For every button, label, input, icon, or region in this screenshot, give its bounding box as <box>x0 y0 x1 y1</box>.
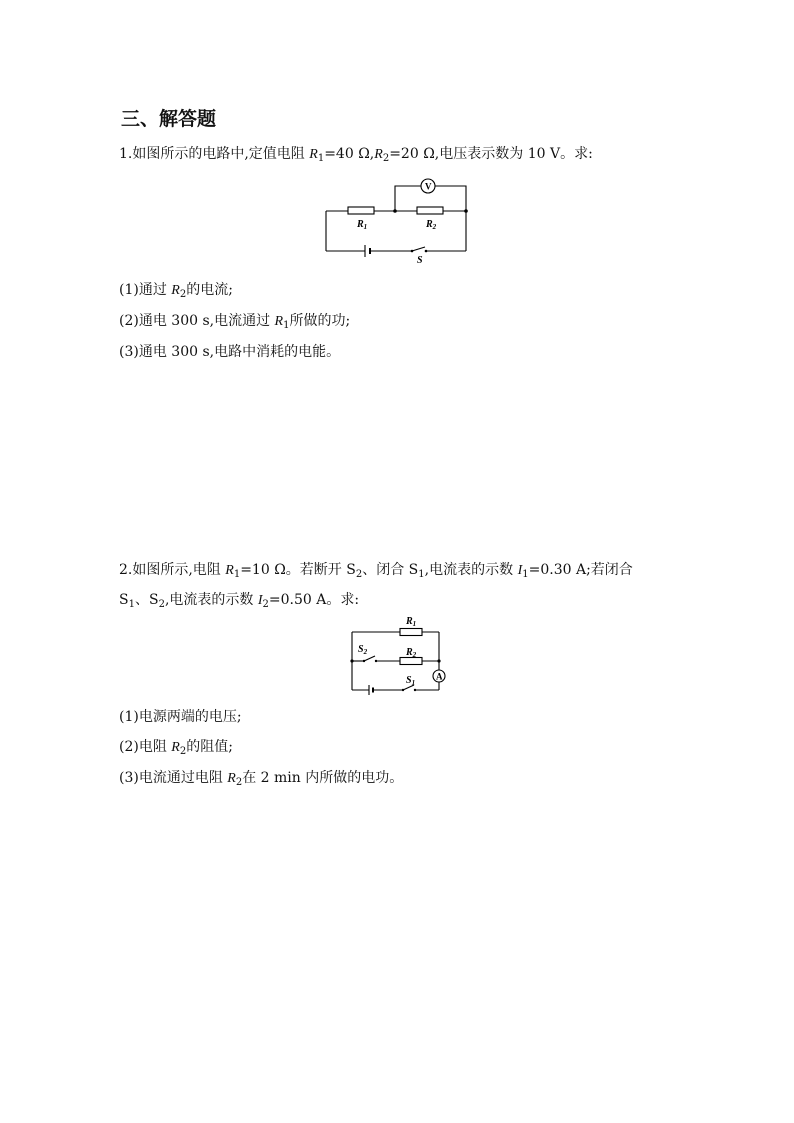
label-r1: $R_1$ <box>406 616 417 628</box>
section-title: 三、解答题 <box>121 108 217 130</box>
q2-part1: (1)电源两端的电压; <box>119 709 242 725</box>
label-switch: S <box>417 255 423 266</box>
label-r1: $R_1$ <box>357 219 368 231</box>
voltmeter-symbol: V <box>425 181 432 192</box>
label-s2: $S_2$ <box>358 644 368 656</box>
q1-stem: 1.如图所示的电路中,定值电阻 $R_1=40$ $\Omega,R_2=20$ Ω,电压表示数为 10 V。求: <box>119 146 593 164</box>
q1-part2: (2)通电 300 s,电流通过 $R_1$所做的功; <box>119 313 351 331</box>
ammeter-symbol: A <box>436 671 443 682</box>
label-r2: $R_2$ <box>426 219 437 231</box>
q2-part3: (3)电流通过电阻 $R_2$在 2 min 内所做的电功。 <box>119 770 404 788</box>
q2-stem-line1: 2.如图所示,电阻 $R_1=10$ Ω。若断开 $S_2$、闭合 $S_1$,电流表的示数 $I_1=0.30$ A;若闭合 <box>119 562 633 580</box>
q2-circuit-diagram <box>346 612 446 696</box>
label-s1: $S_1$ <box>406 675 416 687</box>
q2-part2: (2)电阻 $R_2$的阻值; <box>119 739 233 757</box>
q1-circuit-diagram <box>320 176 480 266</box>
q1-part3: (3)通电 300 s,电路中消耗的电能。 <box>119 344 341 360</box>
q1-part1: (1)通过 $R_2$的电流; <box>119 282 233 300</box>
label-r2: $R_2$ <box>406 647 417 659</box>
q2-stem-line2: $S_1$、$S_2$,电流表的示数 $I_2=0.50$ A。求: <box>119 592 360 610</box>
